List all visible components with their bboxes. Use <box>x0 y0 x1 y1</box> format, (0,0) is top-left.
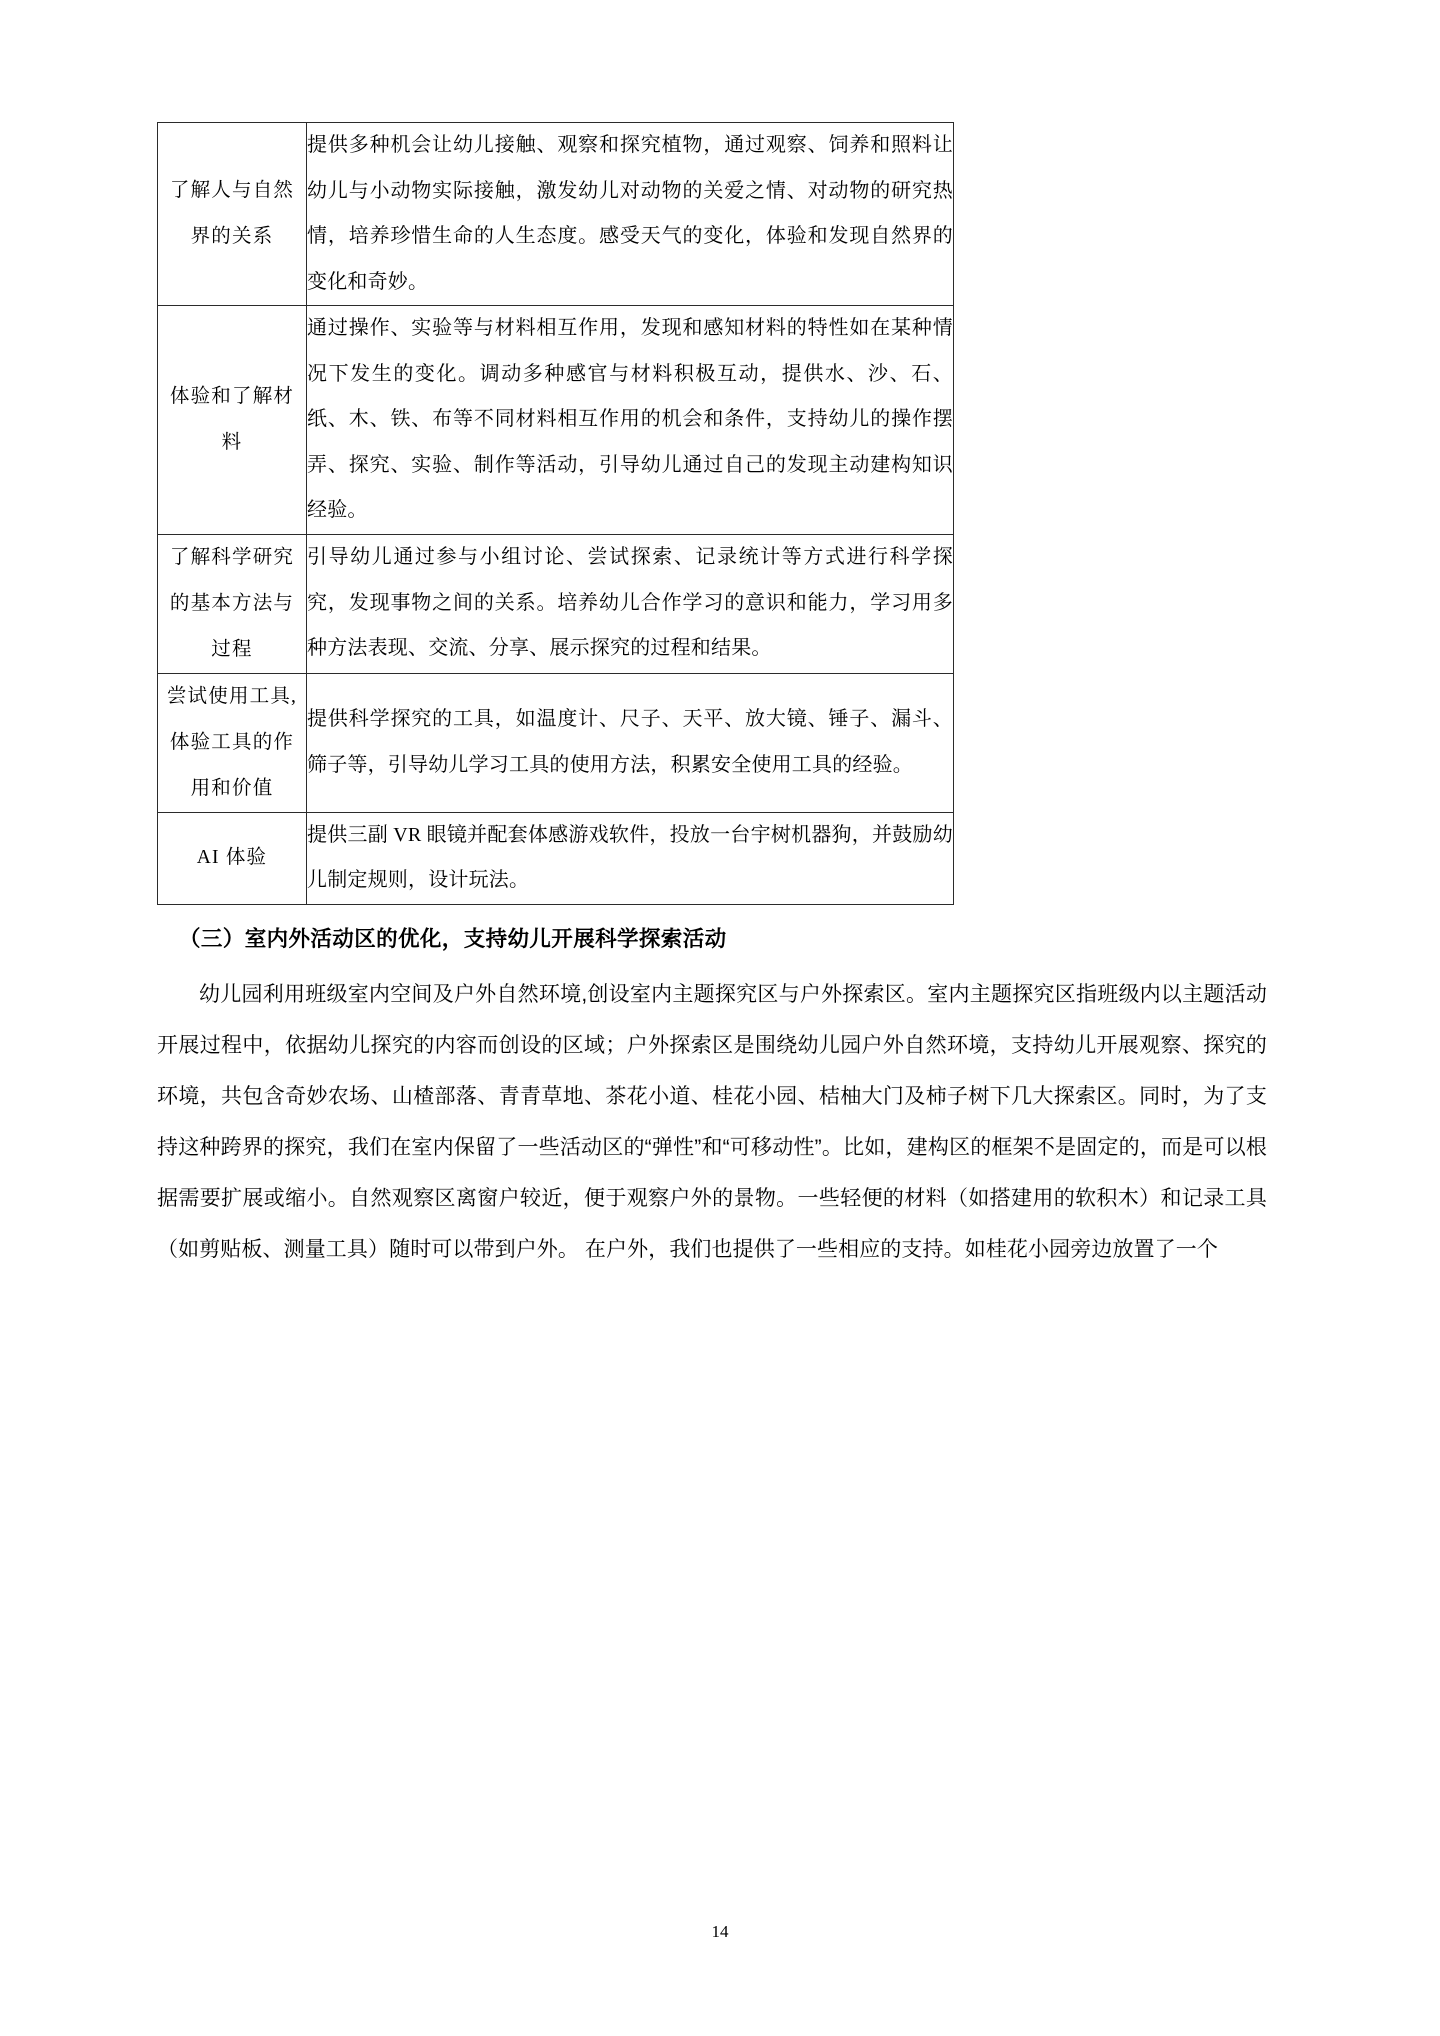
row-content-cell <box>307 534 954 673</box>
row-label-text: 尝试使用工具,体验工具的作用和价值 <box>166 685 298 799</box>
row-label-cell <box>158 812 307 904</box>
row-label-text: AI 体验 <box>196 847 268 868</box>
table-row <box>158 812 954 904</box>
row-content-text: 引导幼儿通过参与小组讨论、尝试探索、记录统计等方式进行科学探究，发现事物之间的关系。培养幼儿合作学习的意识和能力，学习用多种方法表现、交流、分享、展示探究的过程和结果。 <box>307 546 953 660</box>
page-content <box>157 122 1285 1275</box>
row-content-cell <box>307 123 954 306</box>
row-content-cell <box>307 306 954 535</box>
table-row <box>158 123 954 306</box>
row-label-cell <box>158 534 307 673</box>
row-label-text: 了解科学研究的基本方法与过程 <box>169 546 295 660</box>
page-number: 14 <box>711 1922 729 1941</box>
science-goals-table <box>157 122 954 905</box>
table-body <box>158 123 954 905</box>
table-row <box>158 306 954 535</box>
row-content-text: 提供多种机会让幼儿接触、观察和探究植物，通过观察、饲养和照料让幼儿与小动物实际接触，激发幼儿对动物的关爱之情、对动物的研究热情，培养珍惜生命的人生态度。感受天气的变化，体验和发现自然界的变化和奇妙。 <box>307 134 953 293</box>
row-content-text: 通过操作、实验等与材料相互作用，发现和感知材料的特性如在某种情况下发生的变化。调动多种感官与材料积极互动，提供水、沙、石、纸、木、铁、布等不同材料相互作用的机会和条件，支持幼儿的操作摆弄、探究、实验、制作等活动，引导幼儿通过自己的发现主动建构知识经验。 <box>307 317 953 521</box>
row-label-cell <box>158 306 307 535</box>
row-label-text: 体验和了解材料 <box>169 385 295 453</box>
table-row <box>158 673 954 812</box>
table-row <box>158 534 954 673</box>
row-content-cell <box>307 673 954 812</box>
row-label-cell <box>158 123 307 306</box>
row-content-text: 提供三副 VR 眼镜并配套体感游戏软件，投放一台宇树机器狗，并鼓励幼儿制定规则，设计玩法。 <box>307 823 953 891</box>
row-label-text: 了解人与自然界的关系 <box>169 180 295 247</box>
section-heading: （三）室内外活动区的优化，支持幼儿开展科学探索活动 <box>179 926 727 951</box>
section-paragraph: 幼儿园利用班级室内空间及户外自然环境,创设室内主题探究区与户外探索区。室内主题探究区指班级内以主题活动开展过程中，依据幼儿探究的内容而创设的区域；户外探索区是围绕幼儿园户外自然环境，支持幼儿开展观察、探究的环境，共包含奇妙农场、山楂部落、青青草地、茶花小道、桂花小园、桔柚大门及柿子树下几大探索区。同时，为了支持这种跨界的探究，我们在室内保留了一些活动区的“弹性”和“可移动性”。比如，建构区的框架不是固定的，而是可以根据需要扩展或缩小。自然观察区离窗户较近，便于观察户外的景物。一些轻便的材料（如搭建用的软积木）和记录工具（如剪贴板、测量工具）随时可以带到户外。 在户外，我们也提供了一些相应的支持。如桂花小园旁边放置了一个 <box>157 982 1267 1261</box>
row-content-text: 提供科学探究的工具，如温度计、尺子、天平、放大镜、锤子、漏斗、筛子等，引导幼儿学习工具的使用方法，积累安全使用工具的经验。 <box>307 708 953 776</box>
row-content-cell <box>307 812 954 904</box>
row-label-cell <box>158 673 307 812</box>
